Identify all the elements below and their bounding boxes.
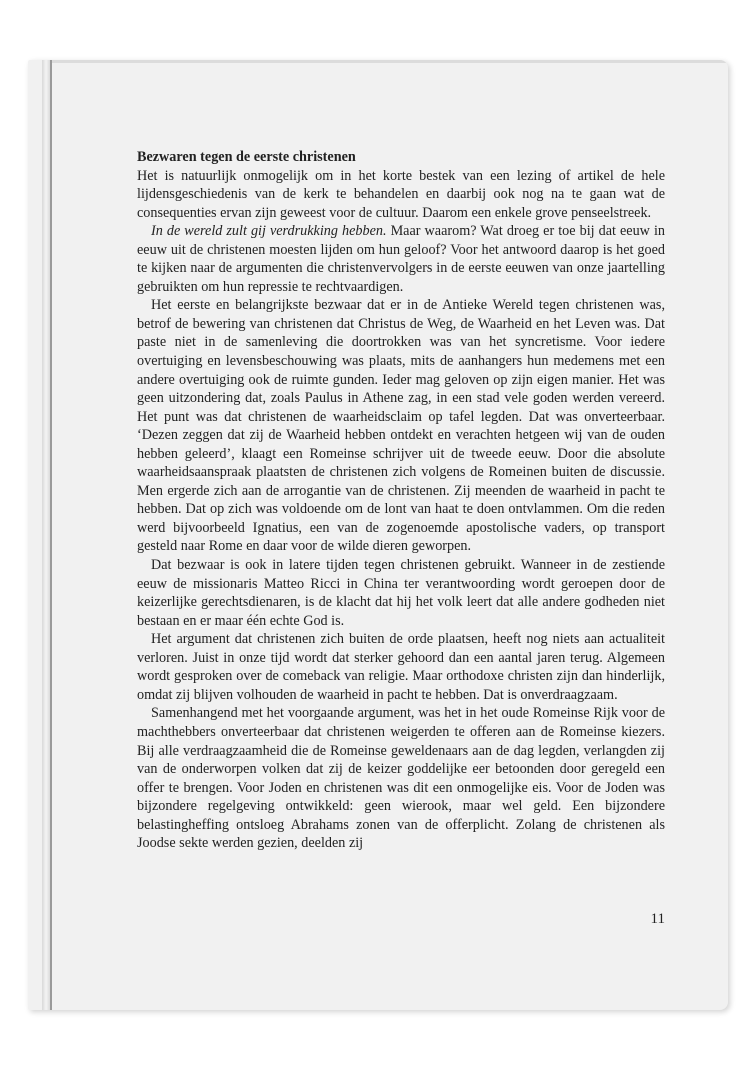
book-page bbox=[28, 60, 728, 1010]
paragraph bbox=[137, 556, 665, 630]
paragraph bbox=[137, 296, 665, 556]
paragraph-text: Het is natuurlijk onmogelijk om in het korte bestek van een lezing of artikel de hele lijdensgeschiedenis van de kerk te behandelen en daarbij ook nog na te gaan wat de consequenties ervan zijn geweest voor de cultuur. Daarom een enkele grove penseelstreek. bbox=[137, 167, 665, 221]
paragraph-text: Het argument dat christenen zich buiten de orde plaatsen, heeft nog niets aan actualiteit verloren. Juist in onze tijd wordt dat sterker gehoord dan een aantal jaren terug. Algemeen wordt gesproken over de comeback van religie. Maar orthodoxe christen zijn dan hinderlijk, omdat zij blijven volhouden de waarheid in pacht te hebben. Dat is onverdraagzaam. bbox=[137, 631, 665, 703]
page-top-edge bbox=[52, 60, 728, 63]
paragraph bbox=[137, 167, 665, 223]
body-text bbox=[137, 148, 665, 853]
paragraph-text: Het eerste en belangrijkste bezwaar dat er in de Antieke Wereld tegen christenen was, betrof de bewering van christenen dat Christus de Weg, de Waarheid en het Leven was. Dat paste niet in de samenleving die doortrokken was van het syncretisme. Voor iedere overtuiging en levensbeschouwing was plaats, mits de aanhangers hun medemens met een andere overtuiging ook de ruimte gunden. Ieder mag geloven op zijn eigen manier. Het was geen uitzondering dat, zoals Paulus in Athene zag, in een stad vele goden werden vereerd. Het punt was dat christenen de waarheidsclaim op tafel legden. Dat was onverteerbaar. ‘Dezen zeggen dat zij de Waarheid hebben ontdekt en verachten hetgeen wij van de ouden hebben geleerd’, klaagt een Romeinse schrijver uit de tweede eeuw. Door die absolute waarheidsaanspraak plaatsten de christenen zich volgens de Romeinen buiten de discussie. Men ergerde zich aan de arrogantie van de christenen. Zij meenden de waarheid in pacht te hebben. Dat op zich was voldoende om de lont van haat te doen ontvlammen. Om die reden werd bijvoorbeeld Ignatius, een van de zogenoemde apostolische vaders, op transport gesteld naar Rome en daar voor de wilde dieren geworpen. bbox=[137, 297, 665, 555]
paragraphs bbox=[137, 167, 665, 853]
page-number: 11 bbox=[650, 911, 665, 927]
paragraph bbox=[137, 704, 665, 852]
paragraph-text: Dat bezwaar is ook in latere tijden tegen christenen gebruikt. Wanneer in de zestiende eeuw de missionaris Matteo Ricci in China ter verantwoording wordt geroepen door de keizerlijke gerechtsdienaren, is de klacht dat hij het volk leert dat alle andere godheden niet bestaan en er maar één echte God is. bbox=[137, 557, 665, 629]
paragraph-text: Maar waarom? Wat droeg er toe bij dat eeuw in eeuw uit de christenen moesten lijden om hun geloof? Voor het antwoord daarop is het goed te kijken naar de argumenten die christenvervolgers in de eerste eeuwen van onze jaartelling gebruikten om hun repressie te rechtvaardigen. bbox=[137, 223, 665, 295]
paragraph bbox=[137, 222, 665, 296]
spine-line bbox=[50, 60, 52, 1010]
paragraph-italic-lead: In de wereld zult gij verdrukking hebben. bbox=[151, 223, 387, 240]
section-heading: Bezwaren tegen de eerste christenen bbox=[137, 149, 356, 165]
paragraph bbox=[137, 630, 665, 704]
paragraph-text: Samenhangend met het voorgaande argument, was het in het oude Romeinse Rijk voor de machthebbers onverteerbaar dat christenen weigerden te offeren aan de Romeinse kiezers. Bij alle verdraagzaamheid die de Romeinse geweldenaars aan de dag legden, verlangden zij van de onderworpen volken dat zij de keizer goddelijke eer betoonden door geregeld een offer te brengen. Voor Joden en christenen was dit een onmogelijke eis. Voor de Joden was bijzondere regelgeving ontwikkeld: geen wierook, maar wel geld. Een bijzondere belastingheffing ontsloeg Abrahams zonen van de offerplicht. Zolang de christenen als Joodse sekte werden gezien, deelden zij bbox=[137, 705, 665, 852]
